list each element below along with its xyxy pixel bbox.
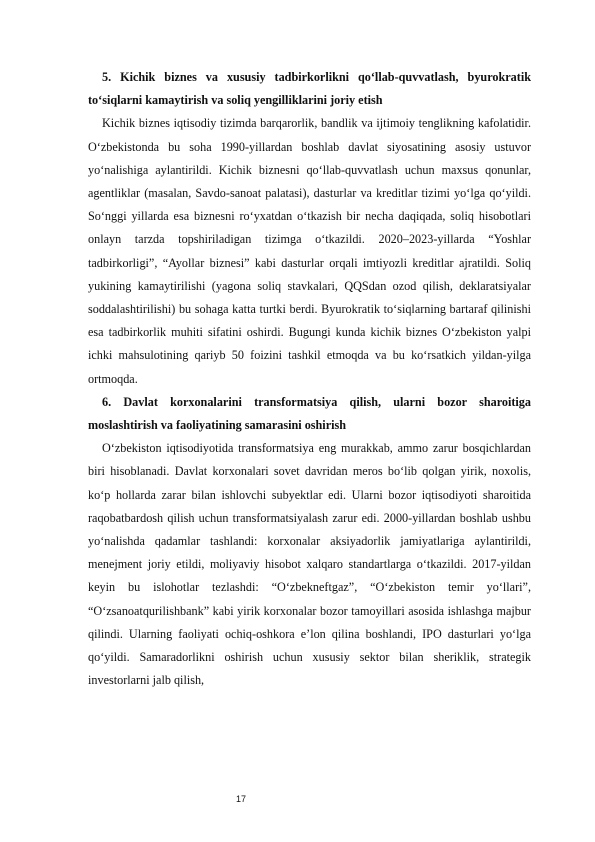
section-6-heading: 6. Davlat korxonalarini transformatsiya qilish, ularni bozor sharoitiga moslashtirish va faoliyatining samarasini oshirish bbox=[88, 394, 531, 433]
document-page bbox=[88, 66, 531, 692]
section-6-body: O‘zbekiston iqtisodiyotida transformatsiya eng murakkab, ammo zarur bosqichlardan biri hisoblanadi. Davlat korxonalari sovet davridan meros bo‘lib qolgan yirik, noxolis, ko‘p hollarda zarar bilan ishlovchi subyektlar edi. Ularni bozor iqtisodiyoti sharoitida raqobatbardosh qilish uchun transformatsiyalash zarur edi. 2000-yillardan boshlab ushbu yo‘nalishda qadamlar tashlandi: korxonalar aksiyadorlik jamiyatlariga aylantirildi, menejment joriy etildi, moliyaviy hisobot xalqaro standartlarga o‘tkazildi. 2017-yildan keyin bu islohotlar tezlashdi: “O‘zbekneftgaz”, “O‘zbekiston temir yo‘llari”, “O‘zsanoatqurilishbank” kabi yirik korxonalar bozor tamoyillari asosida ishlashga majbur qilindi. Ularning faoliyati ochiq-oshkora e’lon qilina boshlandi, IPO dasturlari yo‘lga qo‘yildi. Samaradorlikni oshirish uchun xususiy sektor bilan sheriklik, strategik investorlarni jalb qilish, bbox=[88, 441, 531, 688]
section-5-heading: 5. Kichik biznes va xususiy tadbirkorlikni qo‘llab-quvvatlash, byurokratik to‘siqlarni kamaytirish va soliq yengilliklarini joriy etish bbox=[88, 70, 531, 108]
page-number: 17 bbox=[235, 794, 246, 804]
section-5-body: Kichik biznes iqtisodiy tizimda barqarorlik, bandlik va ijtimoiy tenglikning kafolatidir. O‘zbekistonda bu soha 1990-yillardan boshlab davlat siyosatining asosiy ustuvor yo‘nalishiga aylantirildi. Kichik biznesni qo‘llab-quvvatlash uchun maxsus qonunlar, agentliklar (masalan, Savdo-sanoat palatasi), dasturlar va kreditlar tizimi yo‘lga qo‘yildi. So‘nggi yillarda esa biznesni ro‘yxatdan o‘tkazish bir necha daqiqada, soliq hisobotlari onlayn tarzda topshiriladigan tizimga o‘tkazildi. 2020–2023-yillarda “Yoshlar tadbirkorligi”, “Ayollar biznesi” kabi dasturlar orqali imtiyozli kreditlar ajratildi. Soliq yukining kamaytirilishi (yagona soliq stavkalari, QQSdan ozod qilish, deklaratsiyalar soddalashtirilishi) bu sohaga katta turtki berdi. Byurokratik to‘siqlarning bartaraf qilinishi esa tadbirkorlik muhiti sifatini oshirdi. Bugungi kunda kichik biznes O‘zbekiston yalpi ichki mahsulotining qariyb 50 foizini tashkil etmoqda va bu ko‘rsatkich yildan-yilga ortmoqda. bbox=[88, 116, 531, 386]
